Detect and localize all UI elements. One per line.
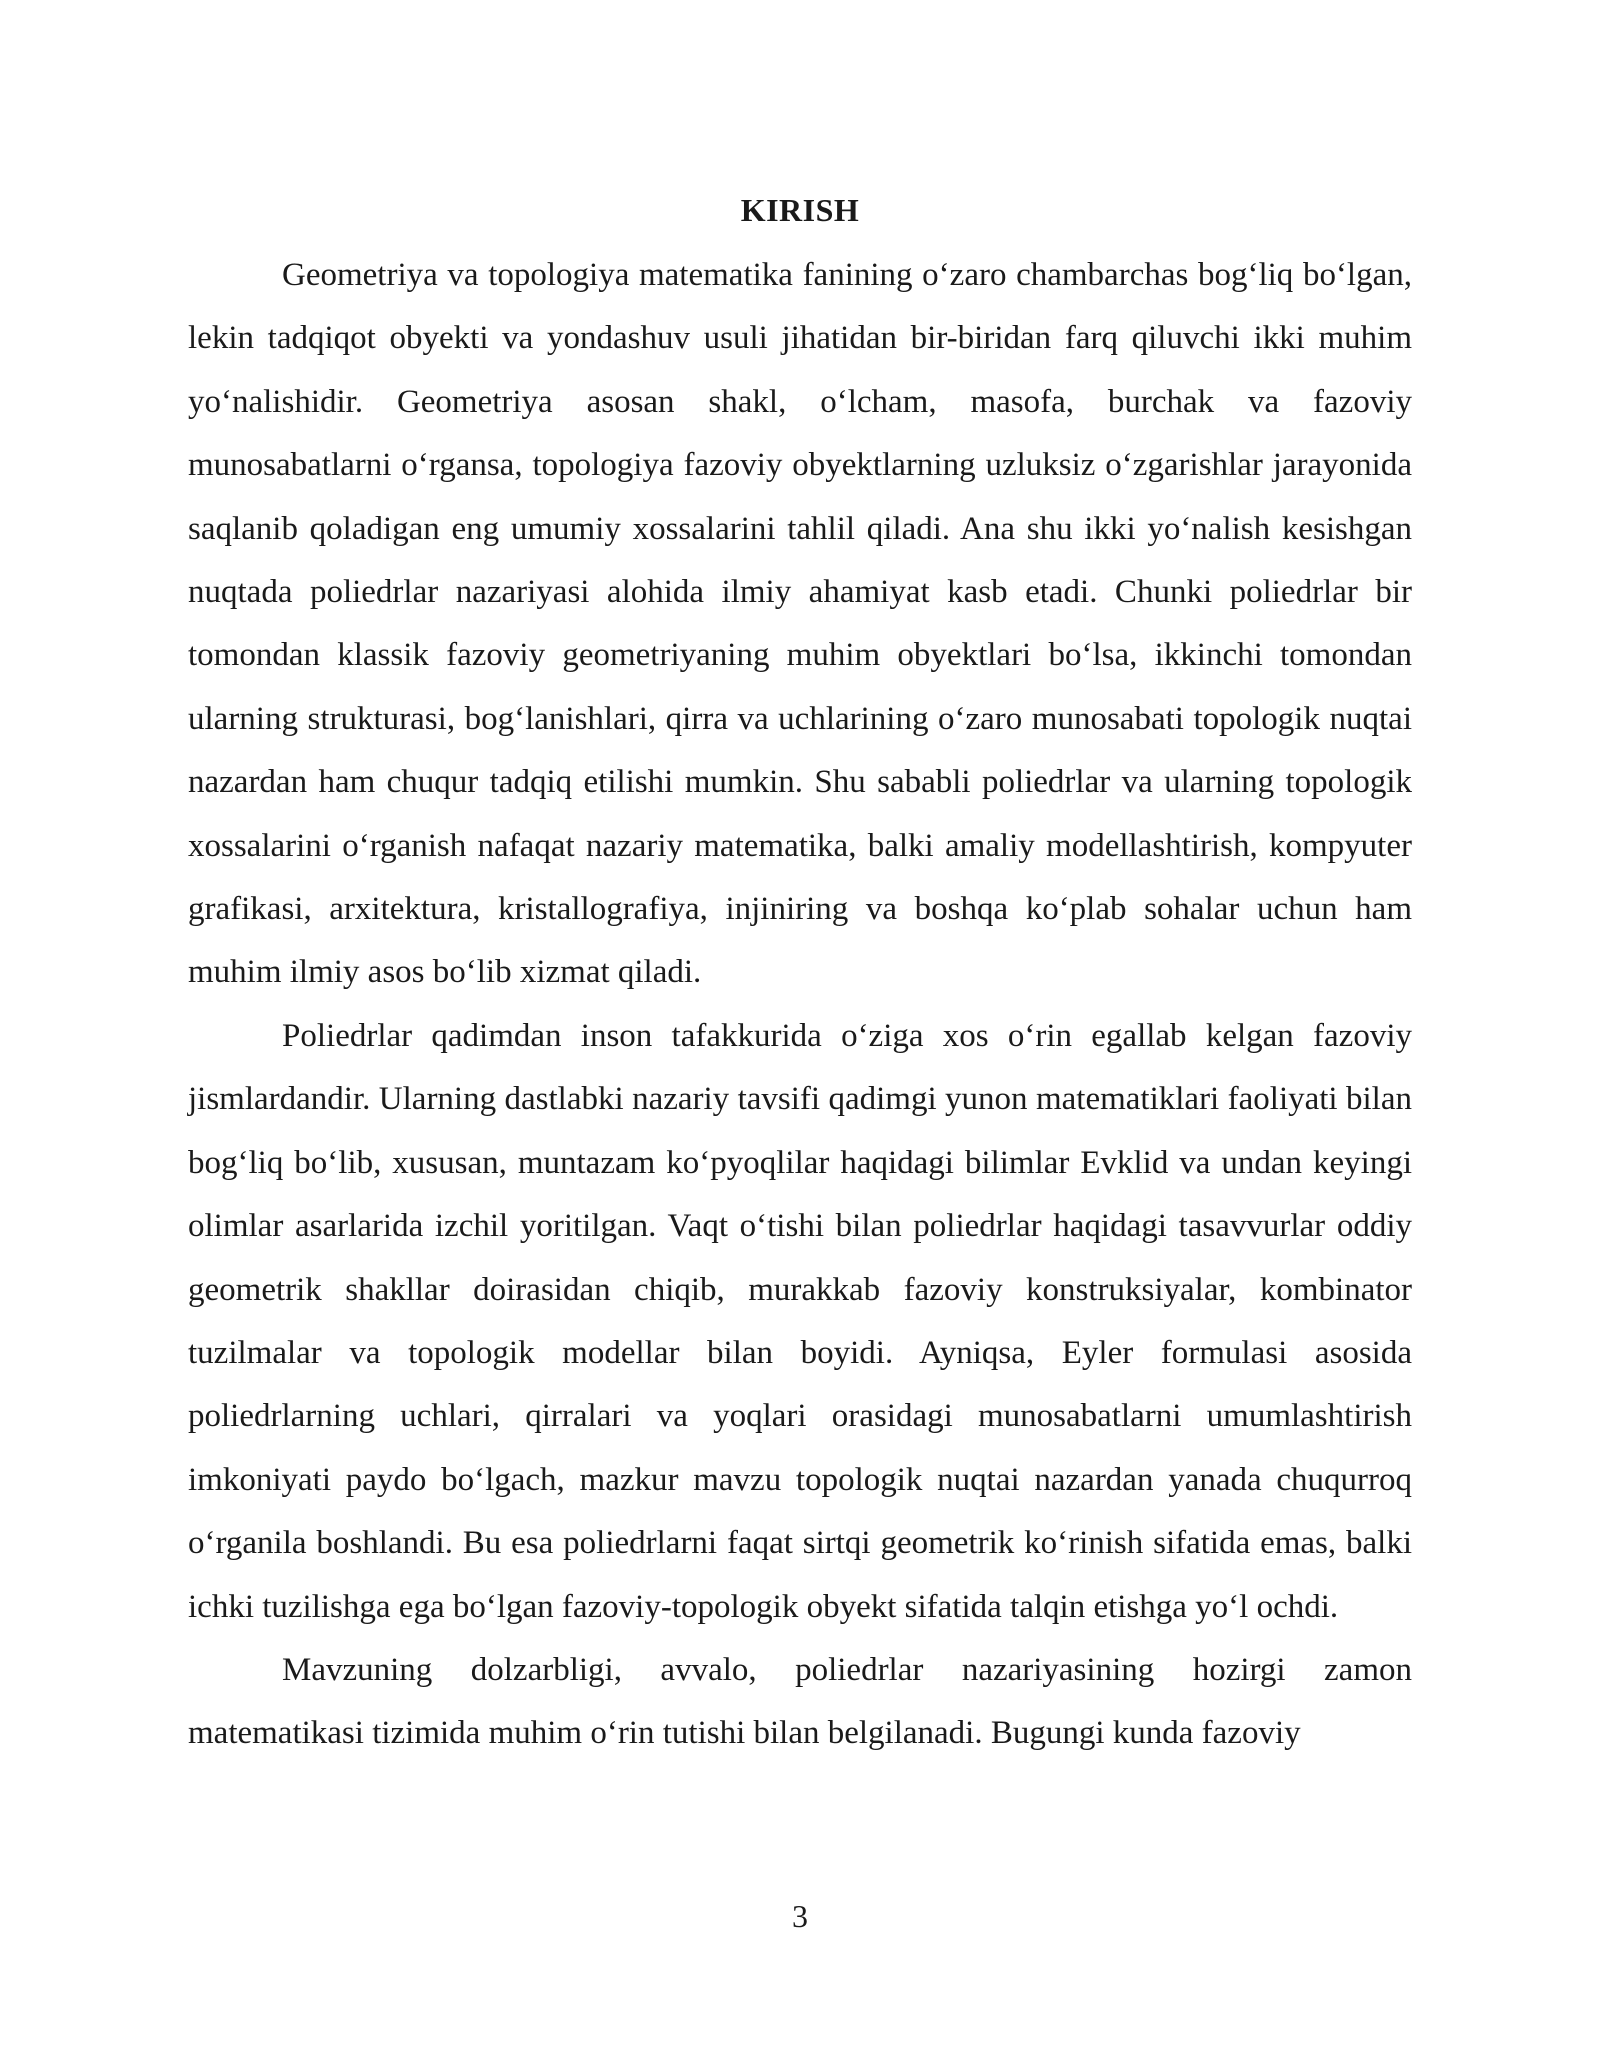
paragraph-1: Geometriya va topologiya matematika fanining o‘zaro chambarchas bog‘liq bo‘lgan, lekin tadqiqot obyekti va yondashuv usuli jihatidan bir-biridan farq qiluvchi ikki muhim yo‘nalishidir. Geometriya asosan shakl, o‘lcham, masofa, burchak va fazoviy munosabatlarni o‘rgansa, topologiya fazoviy obyektlarning uzluksiz o‘zgarishlar jarayonida saqlanib qoladigan eng umumiy xossalarini tahlil qiladi. Ana shu ikki yo‘nalish kesishgan nuqtada poliedrlar nazariyasi alohida ilmiy ahamiyat kasb etadi. Chunki poliedrlar bir tomondan klassik fazoviy geometriyaning muhim obyektlari bo‘lsa, ikkinchi tomondan ularning strukturasi, bog‘lanishlari, qirra va uchlarining o‘zaro munosabati topologik nuqtai nazardan ham chuqur tadqiq etilishi mumkin. Shu sababli poliedrlar va ularning topologik xossalarini o‘rganish nafaqat nazariy matematika, balki amaliy modellashtirish, kompyuter grafikasi, arxitektura, kristallografiya, injiniring va boshqa ko‘plab sohalar uchun ham muhim ilmiy asos bo‘lib xizmat qiladi. (188, 257, 1412, 991)
paragraph-2: Poliedrlar qadimdan inson tafakkurida o‘ziga xos o‘rin egallab kelgan fazoviy jismlardandir. Ularning dastlabki nazariy tavsifi qadimgi yunon matematiklari faoliyati bilan bog‘liq bo‘lib, xususan, muntazam ko‘pyoqlilar haqidagi bilimlar Evklid va undan keyingi olimlar asarlarida izchil yoritilgan. Vaqt o‘tishi bilan poliedrlar haqidagi tasavvurlar oddiy geometrik shakllar doirasidan chiqib, murakkab fazoviy konstruksiyalar, kombinator tuzilmalar va topologik modellar bilan boyidi. Ayniqsa, Eyler formulasi asosida poliedrlarning uchlari, qirralari va yoqlari orasidagi munosabatlarni umumlashtirish imkoniyati paydo bo‘lgach, mazkur mavzu topologik nuqtai nazardan yanada chuqurroq o‘rganila boshlandi. Bu esa poliedrlarni faqat sirtqi geometrik ko‘rinish sifatida emas, balki ichki tuzilishga ega bo‘lgan fazoviy-topologik obyekt sifatida talqin etishga yo‘l ochdi. (188, 1017, 1412, 1625)
page-number: 3 (792, 1898, 808, 1934)
section-heading: KIRISH (740, 192, 860, 228)
body-text (188, 244, 1412, 1766)
paragraph-3: Mavzuning dolzarbligi, avvalo, poliedrlar nazariyasining hozirgi zamon matematikasi tizimida muhim o‘rin tutishi bilan belgilanadi. Bugungi kunda fazoviy (188, 1651, 1412, 1752)
